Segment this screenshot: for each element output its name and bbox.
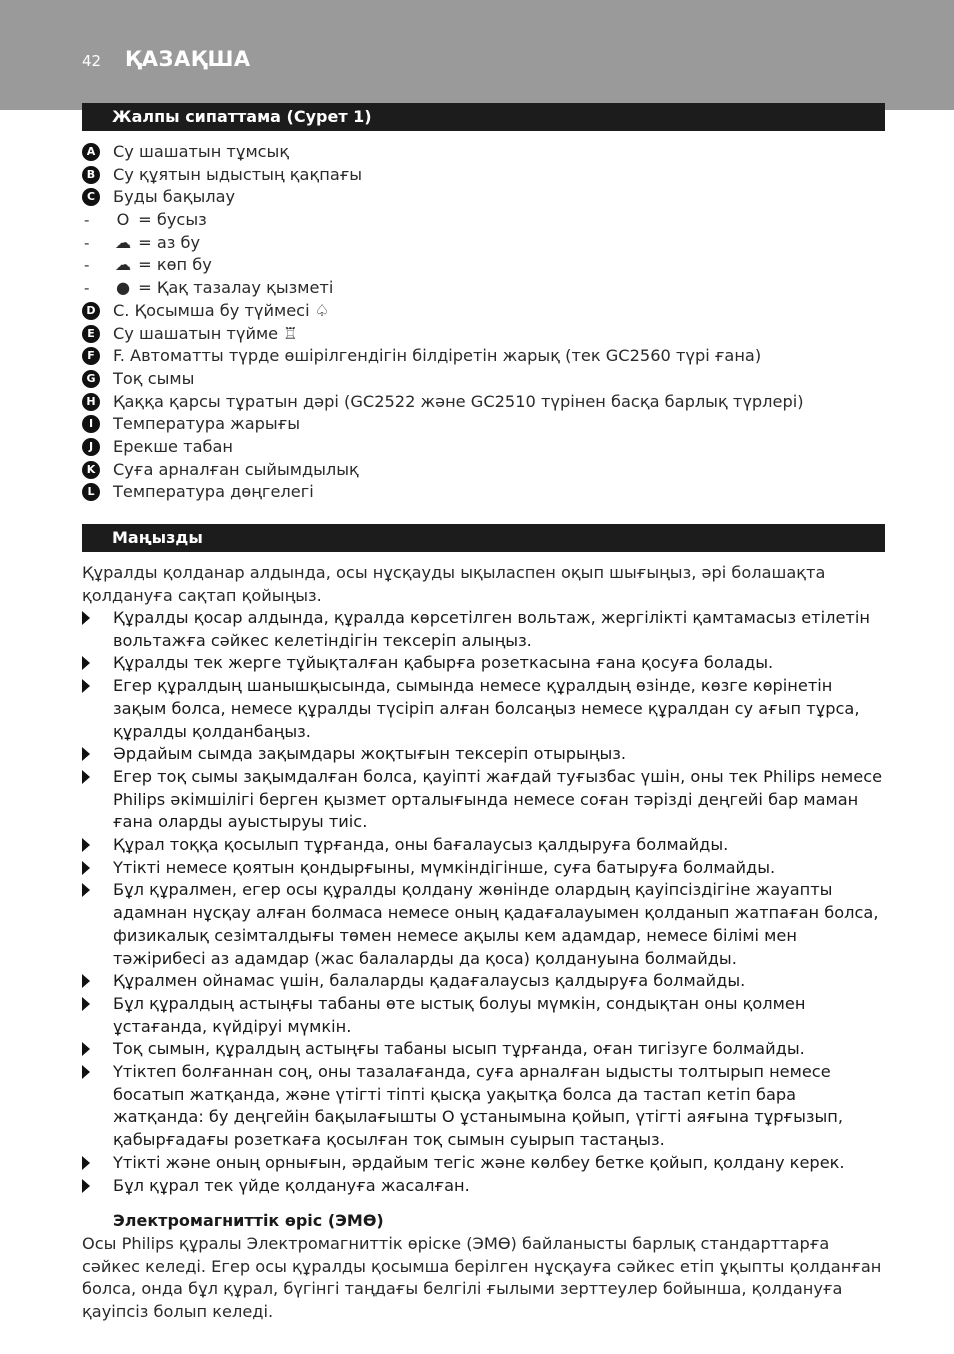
triangle-bullet-icon — [82, 747, 90, 761]
parts-list-item — [82, 300, 882, 323]
parts-list-item — [82, 481, 882, 504]
warning-item — [82, 834, 887, 857]
parts-list-item — [82, 232, 882, 255]
warning-item — [82, 607, 887, 652]
triangle-bullet-icon — [82, 974, 90, 988]
warning-item — [82, 1038, 887, 1061]
important-intro: Құралды қолданар алдында, осы нұсқауды ықыласпен оқып шығыңыз, әрі болашақта қолдануға сақтап қойыңыз. — [82, 563, 826, 605]
parts-list-item — [82, 459, 882, 482]
warning-text: Әрдайым сымда зақымдары жоқтығын тексеріп отырыңыз. — [113, 744, 627, 764]
warning-text: Құралмен ойнамас үшін, балаларды қадағалаусыз қалдыруға болмайды. — [113, 971, 746, 991]
parts-list — [82, 141, 882, 504]
warning-text: Құралды тек жерге тұйықталған қабырға розеткасына ғана қосуға болады. — [113, 653, 774, 673]
steam-setting-symbol-icon: ☁ — [114, 232, 132, 252]
parts-list-label: = Қақ тазалау қызметі — [138, 278, 334, 298]
warning-item — [82, 743, 887, 766]
triangle-bullet-icon — [82, 838, 90, 852]
page-number: 42 — [82, 52, 102, 70]
triangle-bullet-icon — [82, 611, 90, 625]
warning-item — [82, 1152, 887, 1175]
letter-marker-icon: J — [82, 438, 100, 456]
dash-marker: - — [84, 233, 90, 252]
warning-text: Үтіктеп болғаннан соң, оны тазалағанда, суға арналған ыдысты толтырып немесе босатып жатқанда, және үтігті тіпті қысқа уақытқа болса да тастап кетіп бара жатқанда: бу деңгейін бақылағышты O ұстанымына қойып, үтігті аяғына тұрғызып, қабырғадағы розеткаға қосылған тоқ сымын суырып тастаңыз. — [113, 1062, 843, 1150]
warning-text: Бұл құралмен, егер осы құралды қолдану жөнінде олардың қауіпсіздігіне жауапты адамнан нұсқау алған болмаса немесе оның қадағалауымен қолданып жатпаған болса, физикалық сезімталдығы төмен немесе ақылы кем адамдар, немесе білімі мен тәжірибесі аз адамдар (жас балаларды да қоса) қолдануына болмайды. — [113, 880, 879, 968]
parts-list-label: Су шашатын түйме ♖ — [113, 323, 298, 343]
dash-marker: - — [84, 211, 90, 230]
warning-item — [82, 879, 887, 970]
triangle-bullet-icon — [82, 883, 90, 897]
steam-setting-symbol-icon: ● — [115, 278, 131, 298]
letter-marker-icon: F — [82, 347, 100, 365]
letter-marker-icon: L — [82, 483, 100, 501]
letter-marker-icon: B — [82, 166, 100, 184]
safety-warnings-list — [82, 607, 887, 1197]
parts-list-item — [82, 413, 882, 436]
warning-text: Құрал тоққа қосылып тұрғанда, оны бағалаусыз қалдыруға болмайды. — [113, 835, 729, 855]
parts-list-item — [82, 323, 882, 346]
parts-list-label: Ерекше табан — [113, 436, 233, 456]
parts-list-label: C. Қосымша бу түймесі ♤ — [113, 300, 330, 320]
emf-heading: Электромагниттік өріс (ЭМӨ) — [113, 1211, 384, 1230]
triangle-bullet-icon — [82, 997, 90, 1011]
letter-marker-icon: G — [82, 370, 100, 388]
letter-marker-icon: H — [82, 393, 100, 411]
letter-marker-icon: D — [82, 302, 100, 320]
warning-text: Үтікті немесе қоятын қондырғыны, мүмкіндігінше, суға батыруға болмайды. — [113, 857, 776, 877]
section-title: Жалпы сипаттама (Сурет 1) — [112, 107, 372, 126]
parts-list-label: Су құятын ыдыстың қақпағы — [113, 164, 363, 184]
steam-setting-symbol-icon: ☁ — [114, 255, 132, 275]
parts-list-item — [82, 277, 882, 300]
parts-list-label: Буды бақылау — [113, 187, 236, 207]
warning-text: Бұл құрал тек үйде қолдануға жасалған. — [113, 1175, 470, 1195]
parts-list-item — [82, 164, 882, 187]
parts-list-item — [82, 254, 882, 277]
dash-marker: - — [84, 279, 90, 298]
warning-item — [82, 1175, 887, 1198]
parts-list-item — [82, 368, 882, 391]
warning-text: Құралды қосар алдында, құралда көрсетілген вольтаж, жергілікті қамтамасыз етілетін вольтажға сәйкес келетіндігін тексеріп алыңыз. — [113, 608, 870, 650]
letter-marker-icon: K — [82, 461, 100, 479]
letter-marker-icon: I — [82, 415, 100, 433]
warning-item — [82, 993, 887, 1038]
parts-list-item — [82, 186, 882, 209]
triangle-bullet-icon — [82, 1065, 90, 1079]
warning-text: Бұл құралдың астыңғы табаны өте ыстық болуы мүмкін, сондықтан оны қолмен ұстағанда, күйдіруі мүмкін. — [113, 993, 806, 1036]
section-heading-general-description — [82, 103, 885, 131]
parts-list-label: Қаққа қарсы тұратын дәрі (GC2522 және GC2510 түрінен басқа барлық түрлері) — [113, 391, 804, 411]
warning-text: Үтікті және оның орнығын, әрдайым тегіс және көлбеу бетке қойып, қолдану керек. — [113, 1152, 845, 1172]
language-title: ҚАЗАҚША — [125, 47, 251, 71]
warning-text: Егер құралдың шанышқысында, сымында немесе құралдың өзінде, көзге көрінетін зақым болса, немесе құралды түсіріп алған болсаңыз немесе құралдан су ағып тұрса, құралды қолданбаңыз. — [113, 676, 860, 741]
parts-list-item — [82, 209, 882, 232]
section-title: Маңызды — [112, 528, 203, 547]
warning-item — [82, 1061, 887, 1152]
parts-list-label: Суға арналған сыйымдылық — [113, 459, 359, 479]
dash-marker: - — [84, 256, 90, 275]
section-heading-important — [82, 524, 885, 552]
triangle-bullet-icon — [82, 1156, 90, 1170]
letter-marker-icon: E — [82, 325, 100, 343]
parts-list-label: F. Автоматты түрде өшірілгендігін білдіретін жарық (тек GC2560 түрі ғана) — [113, 346, 762, 366]
warning-text: Тоқ сымын, құралдың астыңғы табаны ысып тұрғанда, оған тигізуге болмайды. — [113, 1039, 805, 1059]
warning-item — [82, 857, 887, 880]
parts-list-item — [82, 391, 882, 414]
warning-item — [82, 652, 887, 675]
parts-list-item — [82, 141, 882, 164]
parts-list-item — [82, 345, 882, 368]
parts-list-label: Температура дөңгелегі — [113, 482, 314, 502]
warning-item — [82, 970, 887, 993]
triangle-bullet-icon — [82, 770, 90, 784]
parts-list-label: = аз бу — [138, 232, 201, 252]
warning-text: Егер тоқ сымы зақымдалған болса, қауіпті жағдай туғызбас үшін, оны тек Philips немесе Philips әкімшілігі берген қызмет орталығында немесе соған тәрізді деңгейі бар маман ғана оларды ауыстыруы тиіс. — [113, 766, 883, 832]
triangle-bullet-icon — [82, 861, 90, 875]
triangle-bullet-icon — [82, 1179, 90, 1193]
parts-list-label: = көп бу — [138, 255, 212, 275]
warning-item — [82, 766, 887, 834]
letter-marker-icon: C — [82, 188, 100, 206]
warning-item — [82, 675, 887, 743]
triangle-bullet-icon — [82, 656, 90, 670]
parts-list-label: = бусыз — [138, 210, 207, 230]
emf-paragraph: Осы Philips құралы Электромагниттік өріске (ЭМӨ) байланысты барлық стандарттарға сәйкес келеді. Егер осы құралды қосымша берілген нұсқауға сәйкес етіп ұқыпты қолданған болса, онда бұл құрал, бүгінгі таңдағы белгілі ғылыми зерттеулер бойынша, қолдануға қауіпсіз болып келеді. — [82, 1234, 882, 1322]
parts-list-label: Тоқ сымы — [113, 368, 195, 388]
triangle-bullet-icon — [82, 1042, 90, 1056]
parts-list-item — [82, 436, 882, 459]
letter-marker-icon: A — [82, 143, 100, 161]
triangle-bullet-icon — [82, 679, 90, 693]
page-header — [0, 0, 954, 110]
parts-list-label: Су шашатын тұмсық — [113, 142, 290, 161]
steam-setting-symbol-icon: O — [116, 210, 130, 230]
parts-list-label: Температура жарығы — [113, 414, 301, 434]
